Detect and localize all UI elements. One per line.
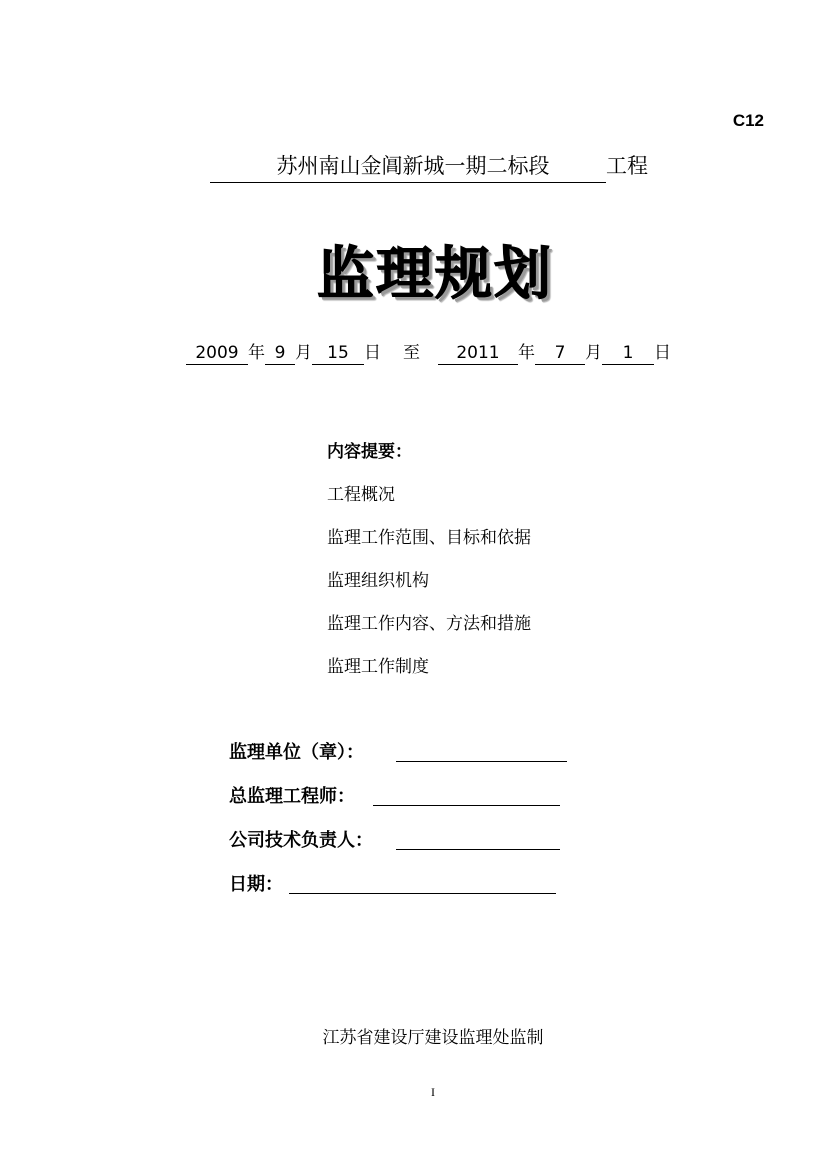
end-year: 2011 (438, 342, 518, 365)
start-day: 15 (312, 342, 364, 365)
day-label: 日 (654, 343, 671, 363)
contents-heading: 内容提要： (327, 442, 412, 462)
contents-summary (327, 437, 531, 695)
tech-lead-row (229, 826, 373, 870)
start-year: 2009 (186, 342, 248, 365)
page-number: I (431, 1085, 435, 1099)
chief-engineer-line (373, 805, 560, 806)
date-label: 日期： (229, 874, 283, 895)
month-label: 月 (295, 343, 312, 363)
year-label: 年 (248, 343, 265, 363)
project-suffix: 工程 (606, 154, 648, 178)
date-line (289, 893, 556, 894)
contents-item: 监理工作范围、目标和依据 (327, 528, 531, 548)
contents-item: 监理组织机构 (327, 571, 429, 591)
chief-engineer-row (229, 782, 373, 826)
project-name: 苏州南山金阊新城一期二标段 (210, 150, 606, 183)
start-month: 9 (265, 342, 295, 365)
form-code: C12 (732, 111, 764, 130)
period-line (186, 342, 671, 365)
issuer-footer: 江苏省建设厅建设监理处监制 (322, 1028, 544, 1048)
tech-lead-line (396, 849, 560, 850)
day-label: 日 (364, 343, 381, 363)
tech-lead-label: 公司技术负责人： (229, 830, 373, 851)
contents-item: 监理工作制度 (327, 657, 429, 677)
chief-engineer-label: 总监理工程师： (229, 786, 355, 807)
end-month: 7 (535, 342, 585, 365)
document-title: 监理规划 (317, 241, 553, 307)
to-label: 至 (403, 343, 420, 363)
contents-item: 监理工作内容、方法和措施 (327, 614, 531, 634)
date-row (229, 870, 373, 914)
project-line (210, 150, 648, 183)
supervision-unit-row (229, 738, 373, 782)
signoff-block (229, 738, 373, 914)
supervision-unit-line (396, 761, 567, 762)
end-day: 1 (602, 342, 654, 365)
year-label: 年 (518, 343, 535, 363)
supervision-unit-label: 监理单位（章）： (229, 742, 364, 763)
month-label: 月 (585, 343, 602, 363)
contents-item: 工程概况 (327, 485, 395, 505)
